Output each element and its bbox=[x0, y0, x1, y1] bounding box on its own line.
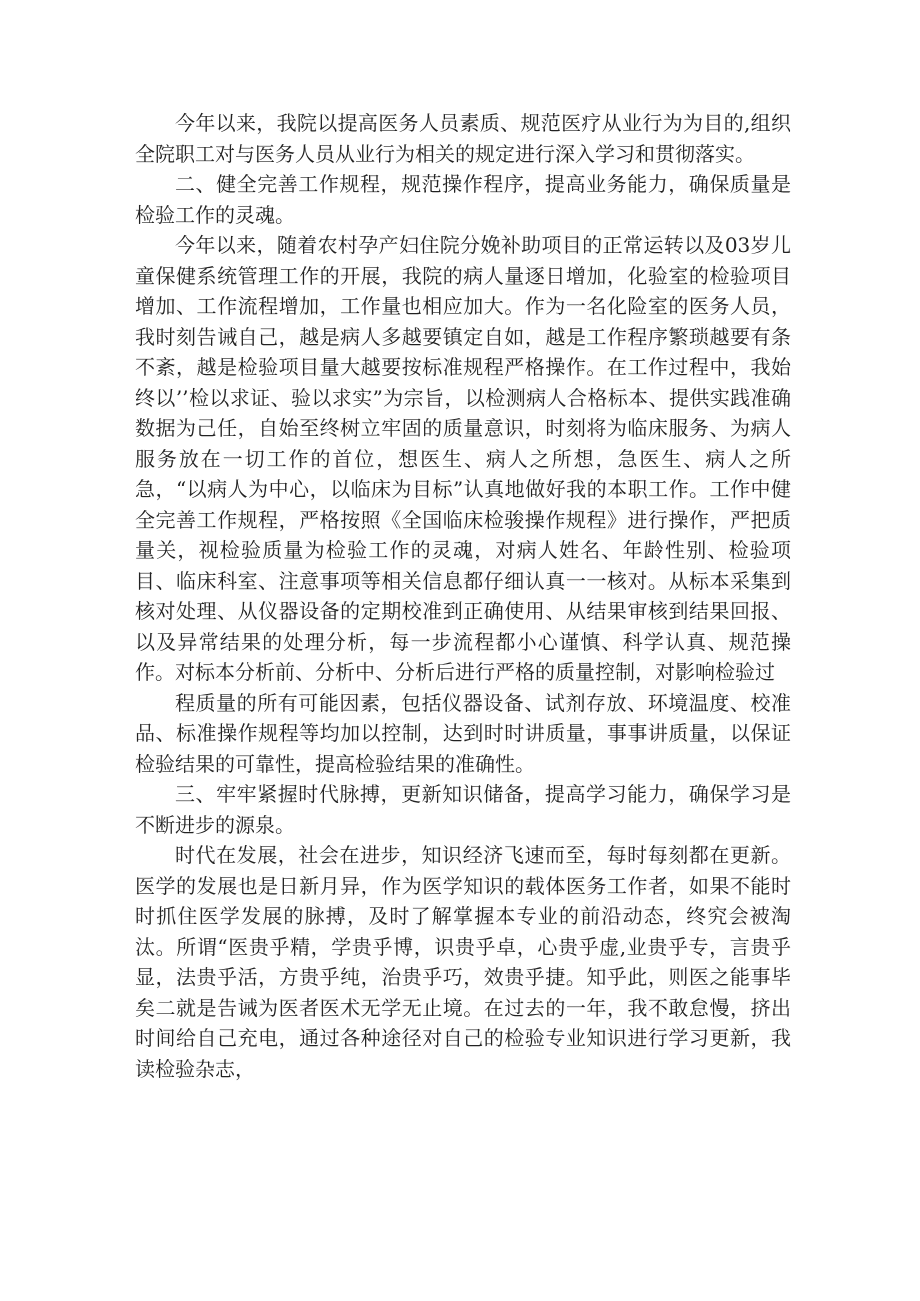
document-body bbox=[135, 108, 791, 1084]
section-heading-2: 二、健全完善工作规程，规范操作程序，提高业务能力，确保质量是检验工作的灵魂。 bbox=[135, 172, 791, 227]
paragraph-quality: 今年以来，随着农村孕产妇住院分娩补助项目的正常运转以及03岁儿童保健系统管理工作的开展，我院的病人量逐日增加，化验室的检验项目增加、工作流程增加，工作量也相应加大。作为一名化险室的医务人员，我时刻告诫自己，越是病人多越要镇定自如，越是工作程序繁琐越要有条不紊，越是检验项目量大越要按标准规程严格操作。在工作过程中，我始终以’’检以求证、验以求实”为宗旨，以检测病人合格标本、提供实践准确数据为己任，自始至终树立牢固的质量意识，时刻将为临床服务、为病人服务放在一切工作的首位，想医生、病人之所想，急医生、病人之所急，“以病人为中心，以临床为目标”认真地做好我的本职工作。工作中健全完善工作规程，严格按照《全国临床检骏操作规程》进行操作，严把质量关，视检验质量为检验工作的灵魂，对病人姓名、年龄性别、检验项目、临床科室、注意事项等相关信息都仔细认真一一核对。从标本采集到核对处理、从仪器设备的定期校准到正确使用、从结果审核到结果回报、以及异常结果的处理分析，每一步流程都小心谨慎、科学认真、规范操作。对标本分析前、分析中、分析后进行严格的质量控制，对影响检验过 bbox=[135, 233, 791, 684]
paragraph-quality-continued: 程质量的所有可能因素，包括仪器设备、试剂存放、环境温度、校准品、标准操作规程等均加以控制，达到时时讲质量，事事讲质量，以保证检验结果的可靠性，提高检验结果的准确性。 bbox=[135, 690, 791, 776]
paragraph-intro: 今年以来，我院以提高医务人员素质、规范医疗从业行为为目的,组织全院职工对与医务人员从业行为相关的规定进行深入学习和贯彻落实。 bbox=[135, 111, 791, 166]
section-heading-3: 三、牢牢紧握时代脉搏，更新知识储备，提高学习能力，确保学习是不断进步的源泉。 bbox=[135, 782, 791, 837]
paragraph-learning: 时代在发展，社会在进步，知识经济飞速而至，每时每刻都在更新。医学的发展也是日新月异，作为医学知识的载体医务工作者，如果不能时时抓住医学发展的脉搏，及时了解掌握本专业的前沿动态，终究会被淘汰。所谓“医贵乎精，学贵乎博，识贵乎卓，心贵乎虚,业贵乎专，言贵乎显，法贵乎活，方贵乎纯，治贵乎巧，效贵乎捷。知乎此，则医之能事毕矣二就是告诫为医者医术无学无止境。在过去的一年，我不敢怠慢，挤出时间给自己充电，通过各种途径对自己的检验专业知识进行学习更新，我读检验杂志， bbox=[135, 843, 791, 1081]
